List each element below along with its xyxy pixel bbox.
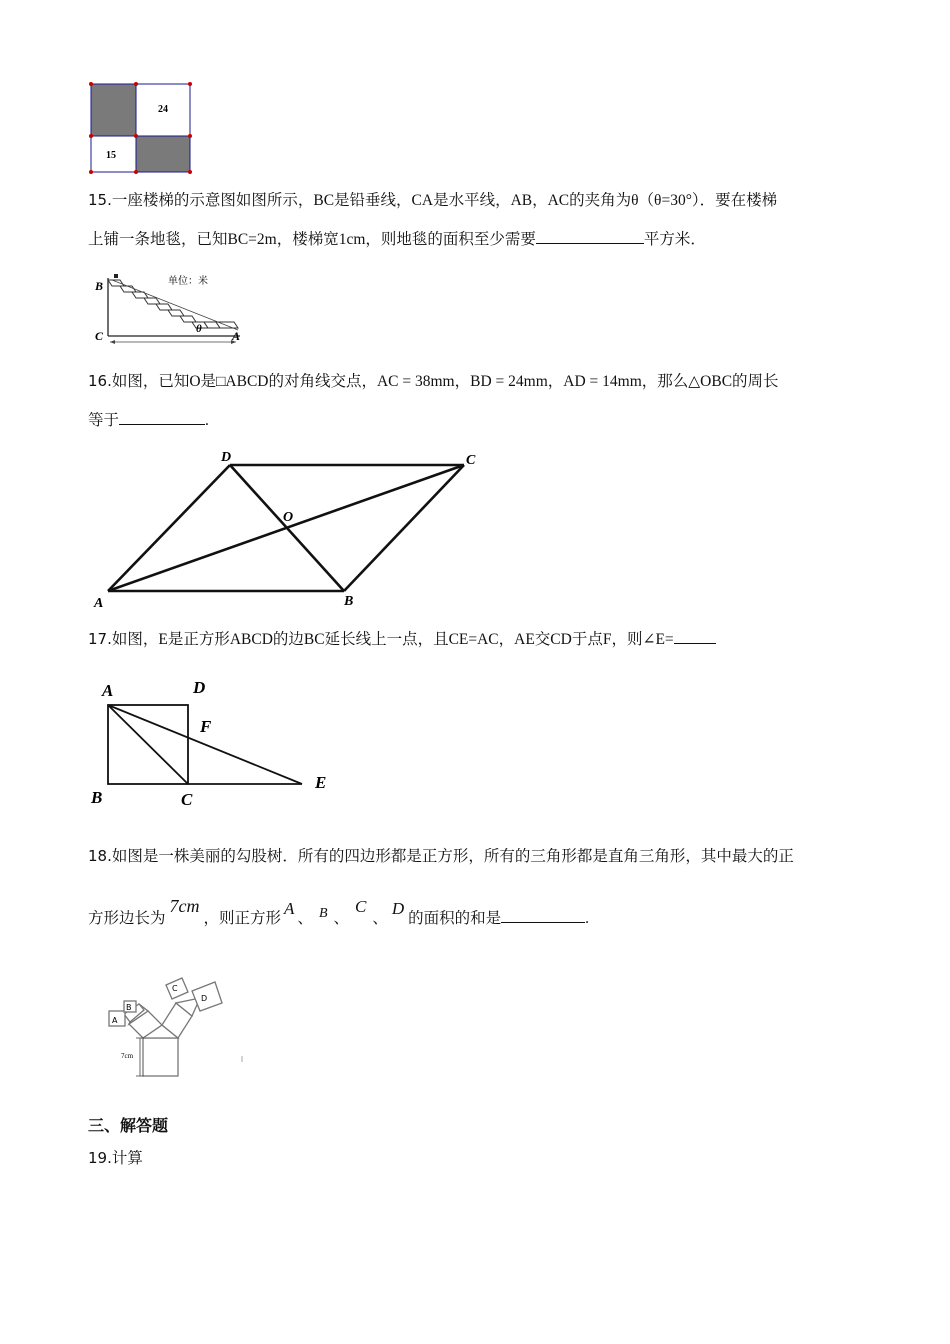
fig17-label-E: E bbox=[315, 773, 327, 792]
q18-text2d: . bbox=[585, 910, 590, 927]
fig17-square bbox=[88, 676, 338, 812]
q17-answer-blank[interactable] bbox=[674, 628, 716, 644]
fig16-label-B: B bbox=[344, 594, 354, 609]
fig16-label-C: C bbox=[466, 453, 476, 468]
q18-sep2: 、 bbox=[333, 910, 350, 927]
q17-text1: 如图，E是正方形ABCD的边BC延长线上一点，且CE=AC，AE交CD于点F，则∠E= bbox=[111, 631, 674, 648]
q18-number: 18. bbox=[88, 847, 112, 865]
q18-line2 bbox=[88, 896, 590, 930]
fig15-label-A: A bbox=[232, 329, 241, 343]
fig18-label-B: B bbox=[126, 1003, 132, 1012]
q15-number: 15. bbox=[88, 191, 112, 209]
fig17-label-C: C bbox=[181, 790, 193, 809]
section-title: 三、解答题 bbox=[88, 1116, 169, 1135]
q19-line1 bbox=[88, 1148, 143, 1169]
fig18-pythagoras-tree bbox=[104, 970, 254, 1082]
q18-sep3: 、 bbox=[372, 910, 388, 927]
q15-line1 bbox=[88, 190, 777, 211]
fig14-squares bbox=[88, 82, 194, 174]
fig17-label-F: F bbox=[200, 717, 212, 736]
fig15-label-theta: θ bbox=[196, 323, 202, 335]
q19-number: 19. bbox=[88, 1149, 112, 1167]
q18-text2a: 方形边长为 bbox=[88, 910, 166, 927]
q18-var-D: D bbox=[391, 899, 405, 918]
q15-line2 bbox=[88, 228, 706, 250]
q15-text2a: 上铺一条地毯，已知BC=2m，楼梯宽1cm，则地毯的面积至少需要 bbox=[88, 231, 536, 248]
fig17-label-A: A bbox=[102, 681, 114, 700]
q16-text2a: 等于 bbox=[88, 412, 120, 429]
fig15-label-C: C bbox=[95, 329, 104, 343]
q15-text2b: 平方米． bbox=[643, 231, 706, 248]
q15-answer-blank[interactable] bbox=[536, 228, 644, 244]
fig15-label-B: B bbox=[95, 279, 104, 293]
q16-number: 16. bbox=[88, 372, 112, 390]
fig18-label-A: A bbox=[112, 1016, 118, 1025]
fig16-label-A: A bbox=[94, 596, 104, 611]
fig16-parallelogram bbox=[88, 445, 488, 615]
q16-line2 bbox=[88, 409, 209, 431]
fig18-label-D: D bbox=[201, 994, 208, 1003]
q18-text2b: ，则正方形 bbox=[203, 910, 282, 927]
q18-var-B: B bbox=[318, 906, 328, 921]
fig15-staircase bbox=[92, 266, 248, 348]
fig17-label-B: B bbox=[91, 788, 103, 807]
q16-line1 bbox=[88, 371, 779, 392]
q16-text2b: . bbox=[205, 412, 209, 429]
q16-text1: 如图，已知O是□ABCD的对角线交点，AC = 38mm，BD = 24mm，AD = 14mm，那么△OBC的周长 bbox=[111, 373, 779, 390]
q18-sep1: 、 bbox=[297, 910, 313, 927]
q18-var-C: C bbox=[355, 897, 367, 916]
q19-text: 计算 bbox=[111, 1150, 143, 1167]
fig15-unit-label: 单位：米 bbox=[168, 276, 208, 287]
q18-line1 bbox=[88, 846, 794, 867]
fig17-label-D: D bbox=[193, 678, 206, 697]
fig18-label-C: C bbox=[172, 984, 178, 993]
fig18-label-7cm: 7cm bbox=[121, 1052, 134, 1060]
fig14-label-24: 24 bbox=[158, 104, 168, 115]
fig16-label-O: O bbox=[283, 510, 294, 525]
q18-var-A: A bbox=[284, 899, 295, 918]
q18-math-len: 7cm bbox=[169, 896, 200, 916]
fig16-label-D: D bbox=[221, 450, 232, 465]
q17-number: 17. bbox=[88, 630, 112, 648]
q17-line1 bbox=[88, 628, 716, 650]
q15-text1: 一座楼梯的示意图如图所示，BC是铅垂线，CA是水平线，AB，AC的夹角为θ（θ=30°）．要在楼梯 bbox=[111, 192, 778, 209]
q18-text1: 如图是一株美丽的勾股树．所有的四边形都是正方形，所有的三角形都是直角三角形，其中最大的正 bbox=[111, 848, 794, 865]
q18-text2c: 的面积的和是 bbox=[408, 910, 502, 927]
q16-answer-blank[interactable] bbox=[119, 409, 205, 425]
fig14-label-15: 15 bbox=[106, 150, 116, 161]
q18-answer-blank[interactable] bbox=[501, 907, 585, 923]
